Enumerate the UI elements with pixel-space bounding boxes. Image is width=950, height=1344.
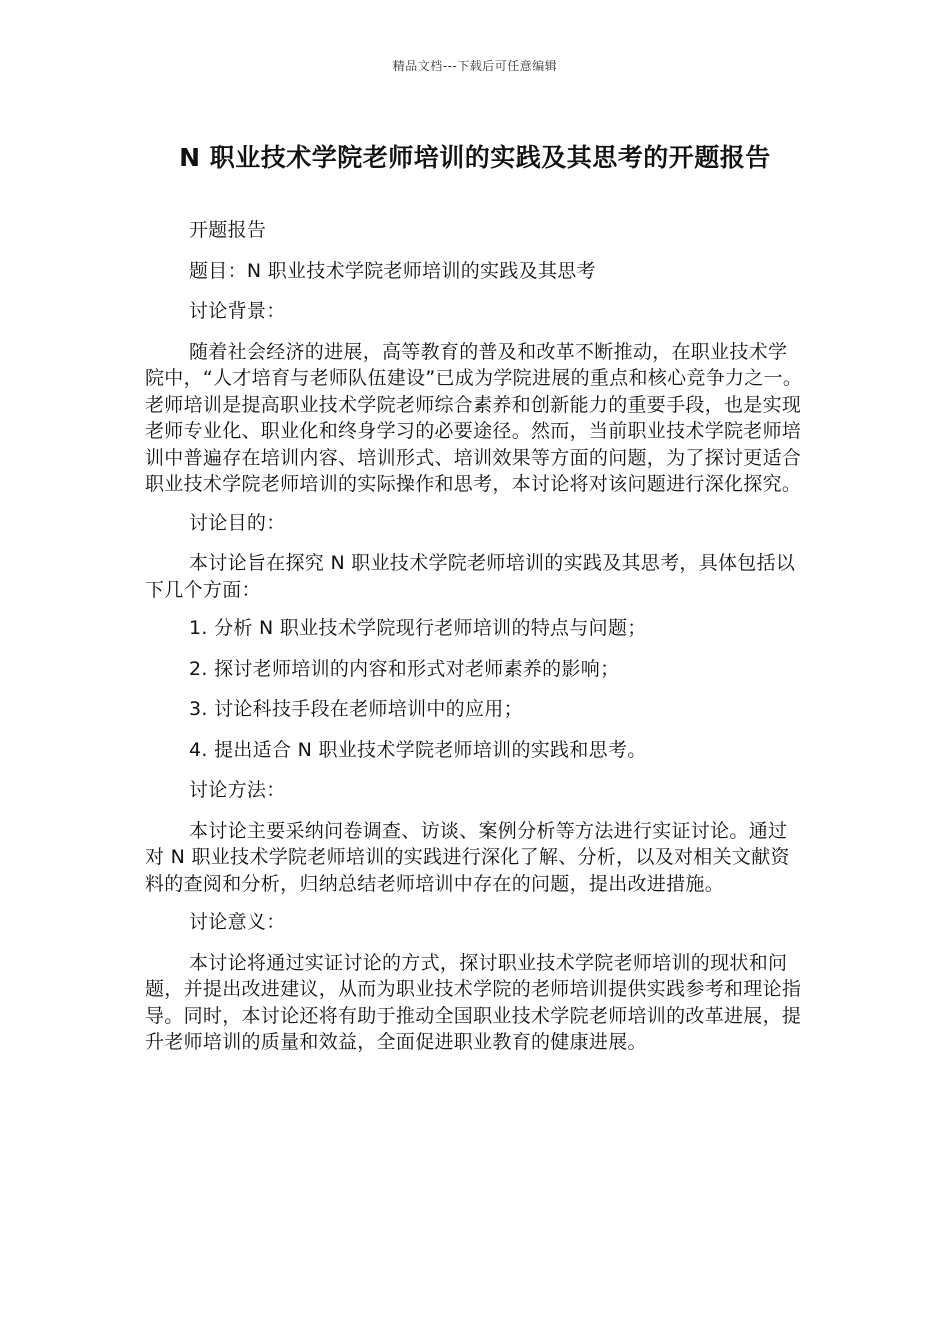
section-label-proposal: 开题报告 [189, 219, 267, 241]
heading-method: 讨论方法： [189, 779, 286, 801]
heading-purpose: 讨论目的： [189, 511, 286, 534]
topic-line: 题目：N 职业技术学院老师培训的实践及其思考 [189, 259, 596, 282]
list-item-2: 2. 探讨老师培训的内容和形式对老师素养的影响； [189, 657, 620, 680]
paragraph-method: 本讨论主要采纳问卷调查、访谈、案例分析等方法进行实证讨论。通过对 N 职业技术学院老师培训的实践进行深化了解、分析，以及对相关文献资料的查阅和分析，归纳总结老师培训中存在的问题，提出改进措施。 [145, 819, 790, 895]
heading-background: 讨论背景： [189, 300, 286, 322]
header-note: 精品文档---下载后可任意编辑 [392, 59, 558, 73]
list-item-1: 1. 分析 N 职业技术学院现行老师培训的特点与问题； [189, 617, 647, 639]
heading-significance: 讨论意义： [189, 911, 286, 933]
list-item-4: 4. 提出适合 N 职业技术学院老师培训的实践和思考。 [189, 738, 647, 761]
document-body [145, 217, 805, 1070]
paragraph-background: 随着社会经济的进展，高等教育的普及和改革不断推动，在职业技术学院中，“人才培育与老师队伍建设”已成为学院进展的重点和核心竞争力之一。老师培训是提高职业技术学院老师综合素养和创新能力的重要手段，也是实现老师专业化、职业化和终身学习的必要途径。然而，当前职业技术学院老师培训中普遍存在培训内容、培训形式、培训效果等方面的问题，为了探讨更适合职业技术学院老师培训的实际操作和思考，本讨论将对该问题进行深化探究。 [145, 340, 803, 495]
list-item-3: 3. 讨论科技手段在老师培训中的应用； [189, 698, 523, 720]
document-title: N 职业技术学院老师培训的实践及其思考的开题报告 [179, 143, 771, 172]
paragraph-significance: 本讨论将通过实证讨论的方式，探讨职业技术学院老师培训的现状和问题，并提出改进建议，从而为职业技术学院的老师培训提供实践参考和理论指导。同时，本讨论还将有助于推动全国职业技术学院老师培训的改革进展，提升老师培训的质量和效益，全面促进职业教育的健康进展。 [145, 951, 802, 1053]
paragraph-purpose: 本讨论旨在探究 N 职业技术学院老师培训的实践及其思考，具体包括以下几个方面： [145, 552, 796, 601]
